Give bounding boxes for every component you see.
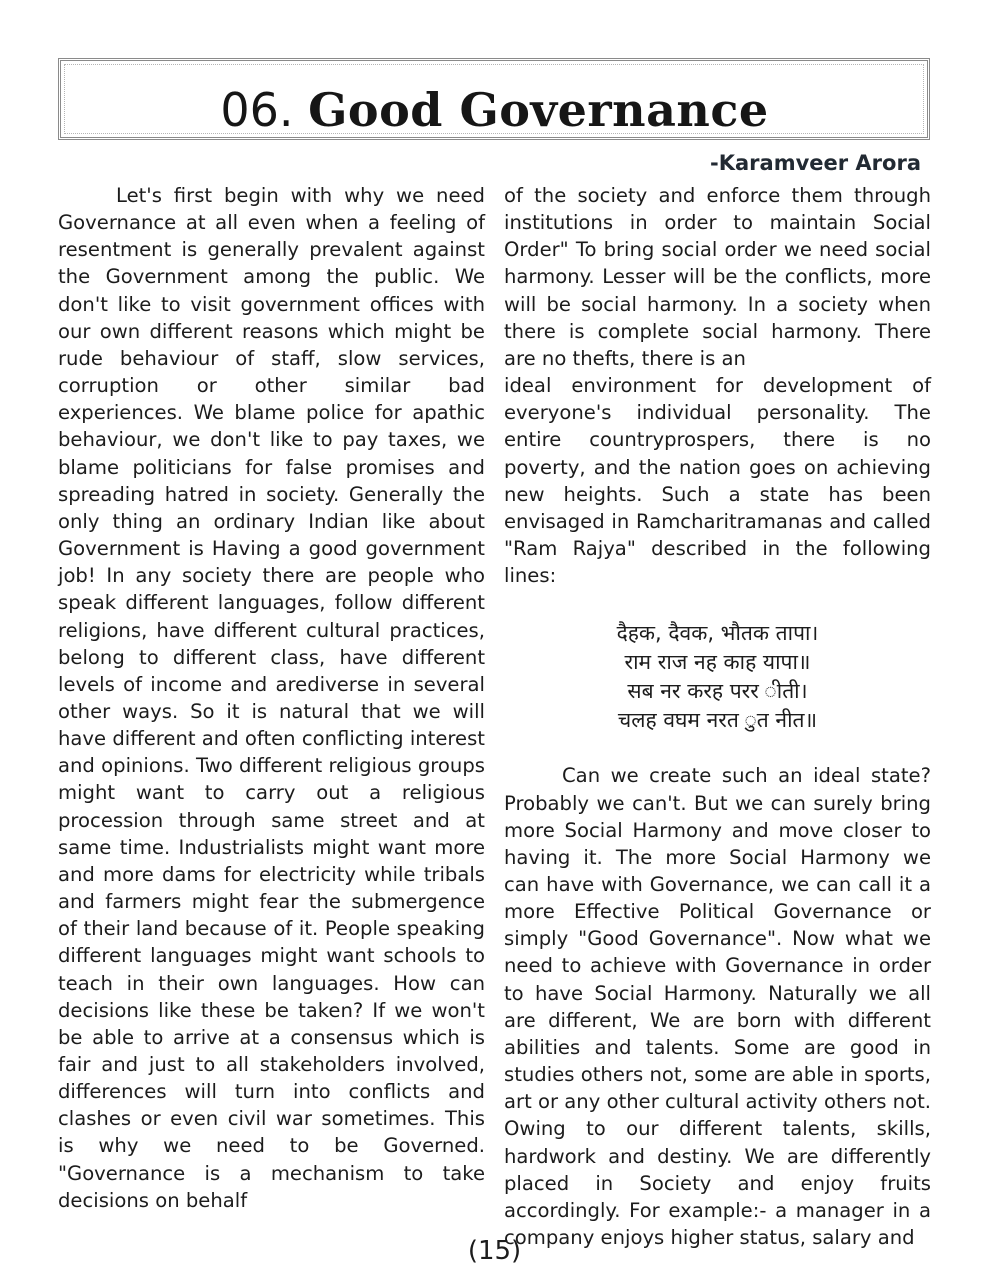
body-paragraph: Let's first begin with why we need Governance at all even when a feeling of resentment is generally prevalent against the Government among the public. We don't like to visit government offices with our own different reasons which might be rude behaviour of staff, slow services, corruption or other similar bad experiences. We blame police for apathic behaviour, we don't like to pay taxes, we blame politicians for false promises and spreading hatred in society. Generally the only thing an ordinary Indian like about Government is Having a good government job! In any society there are people who speak different languages, follow different religions, have different cultural practices, belong to different class, have different levels of income and arediverse in several other ways. So it is natural that we will have different and often conflicting interest and opinions. Two different religious groups might want to carry out a religious procession through same street and at same time. Industrialists might want more and more dams for electricity while tribals and farmers might fear the submergence of their land because of it. People speaking different languages might want schools to teach in their own languages. How can decisions like these be taken? If we won't be able to arrive at a consensus which is fair and just to all stakeholders involved, differences will turn into conflicts and clashes or even civil war sometimes. This is why we need to be Governed. "Governance is a mechanism to take decisions on behalf <box>58 184 485 1212</box>
left-column <box>58 182 485 1214</box>
page-number: (15) <box>467 1236 522 1266</box>
verse-line: चलह वघम नरत ुत नीत॥ <box>617 708 818 733</box>
body-paragraph: of the society and enforce them through institutions in order to maintain Social Order" To bring social order we need social harmony. Lesser will be the conflicts, more will be social harmony. In a society when there is complete social harmony. There are no thefts, there is an <box>504 184 931 370</box>
verse-line: दैहक, दैवक, भौतक तापा। <box>616 621 819 646</box>
author-byline: -Karamveer Arora <box>710 151 921 175</box>
right-column <box>504 182 931 1251</box>
body-paragraph: ideal environment for development of everyone's individual personality. The entire countryprospers, there is no poverty, and the nation goes on achieving new heights. Such a state has been envisaged in Ramcharitramanas and called "Ram Rajya" described in the following lines: <box>504 374 931 588</box>
verse-line: राम राज नह काह यापा॥ <box>624 650 811 675</box>
hindi-verse <box>504 619 931 735</box>
verse-line: सब नर करह परर ीती। <box>627 679 808 704</box>
body-paragraph: Can we create such an ideal state? Probably we can't. But we can surely bring more Social Harmony and move closer to having it. The more Social Harmony we can have with Governance, we can call it a more Effective Political Governance or simply "Good Governance". Now what we need to achieve with Governance in order to have Social Harmony. Naturally we all are different, We are born with different abilities and talents. Some are good in studies others not, some are able in sports, art or any other cultural activity others not. Owing to our different talents, skills, hardwork and destiny. We are differently placed in Society and enjoy fruits accordingly. For example:- a manager in a company enjoys higher status, salary and <box>504 764 931 1249</box>
page-title <box>0 82 989 138</box>
chapter-title: Good Governance <box>308 83 769 137</box>
chapter-number: 06. <box>220 83 294 137</box>
